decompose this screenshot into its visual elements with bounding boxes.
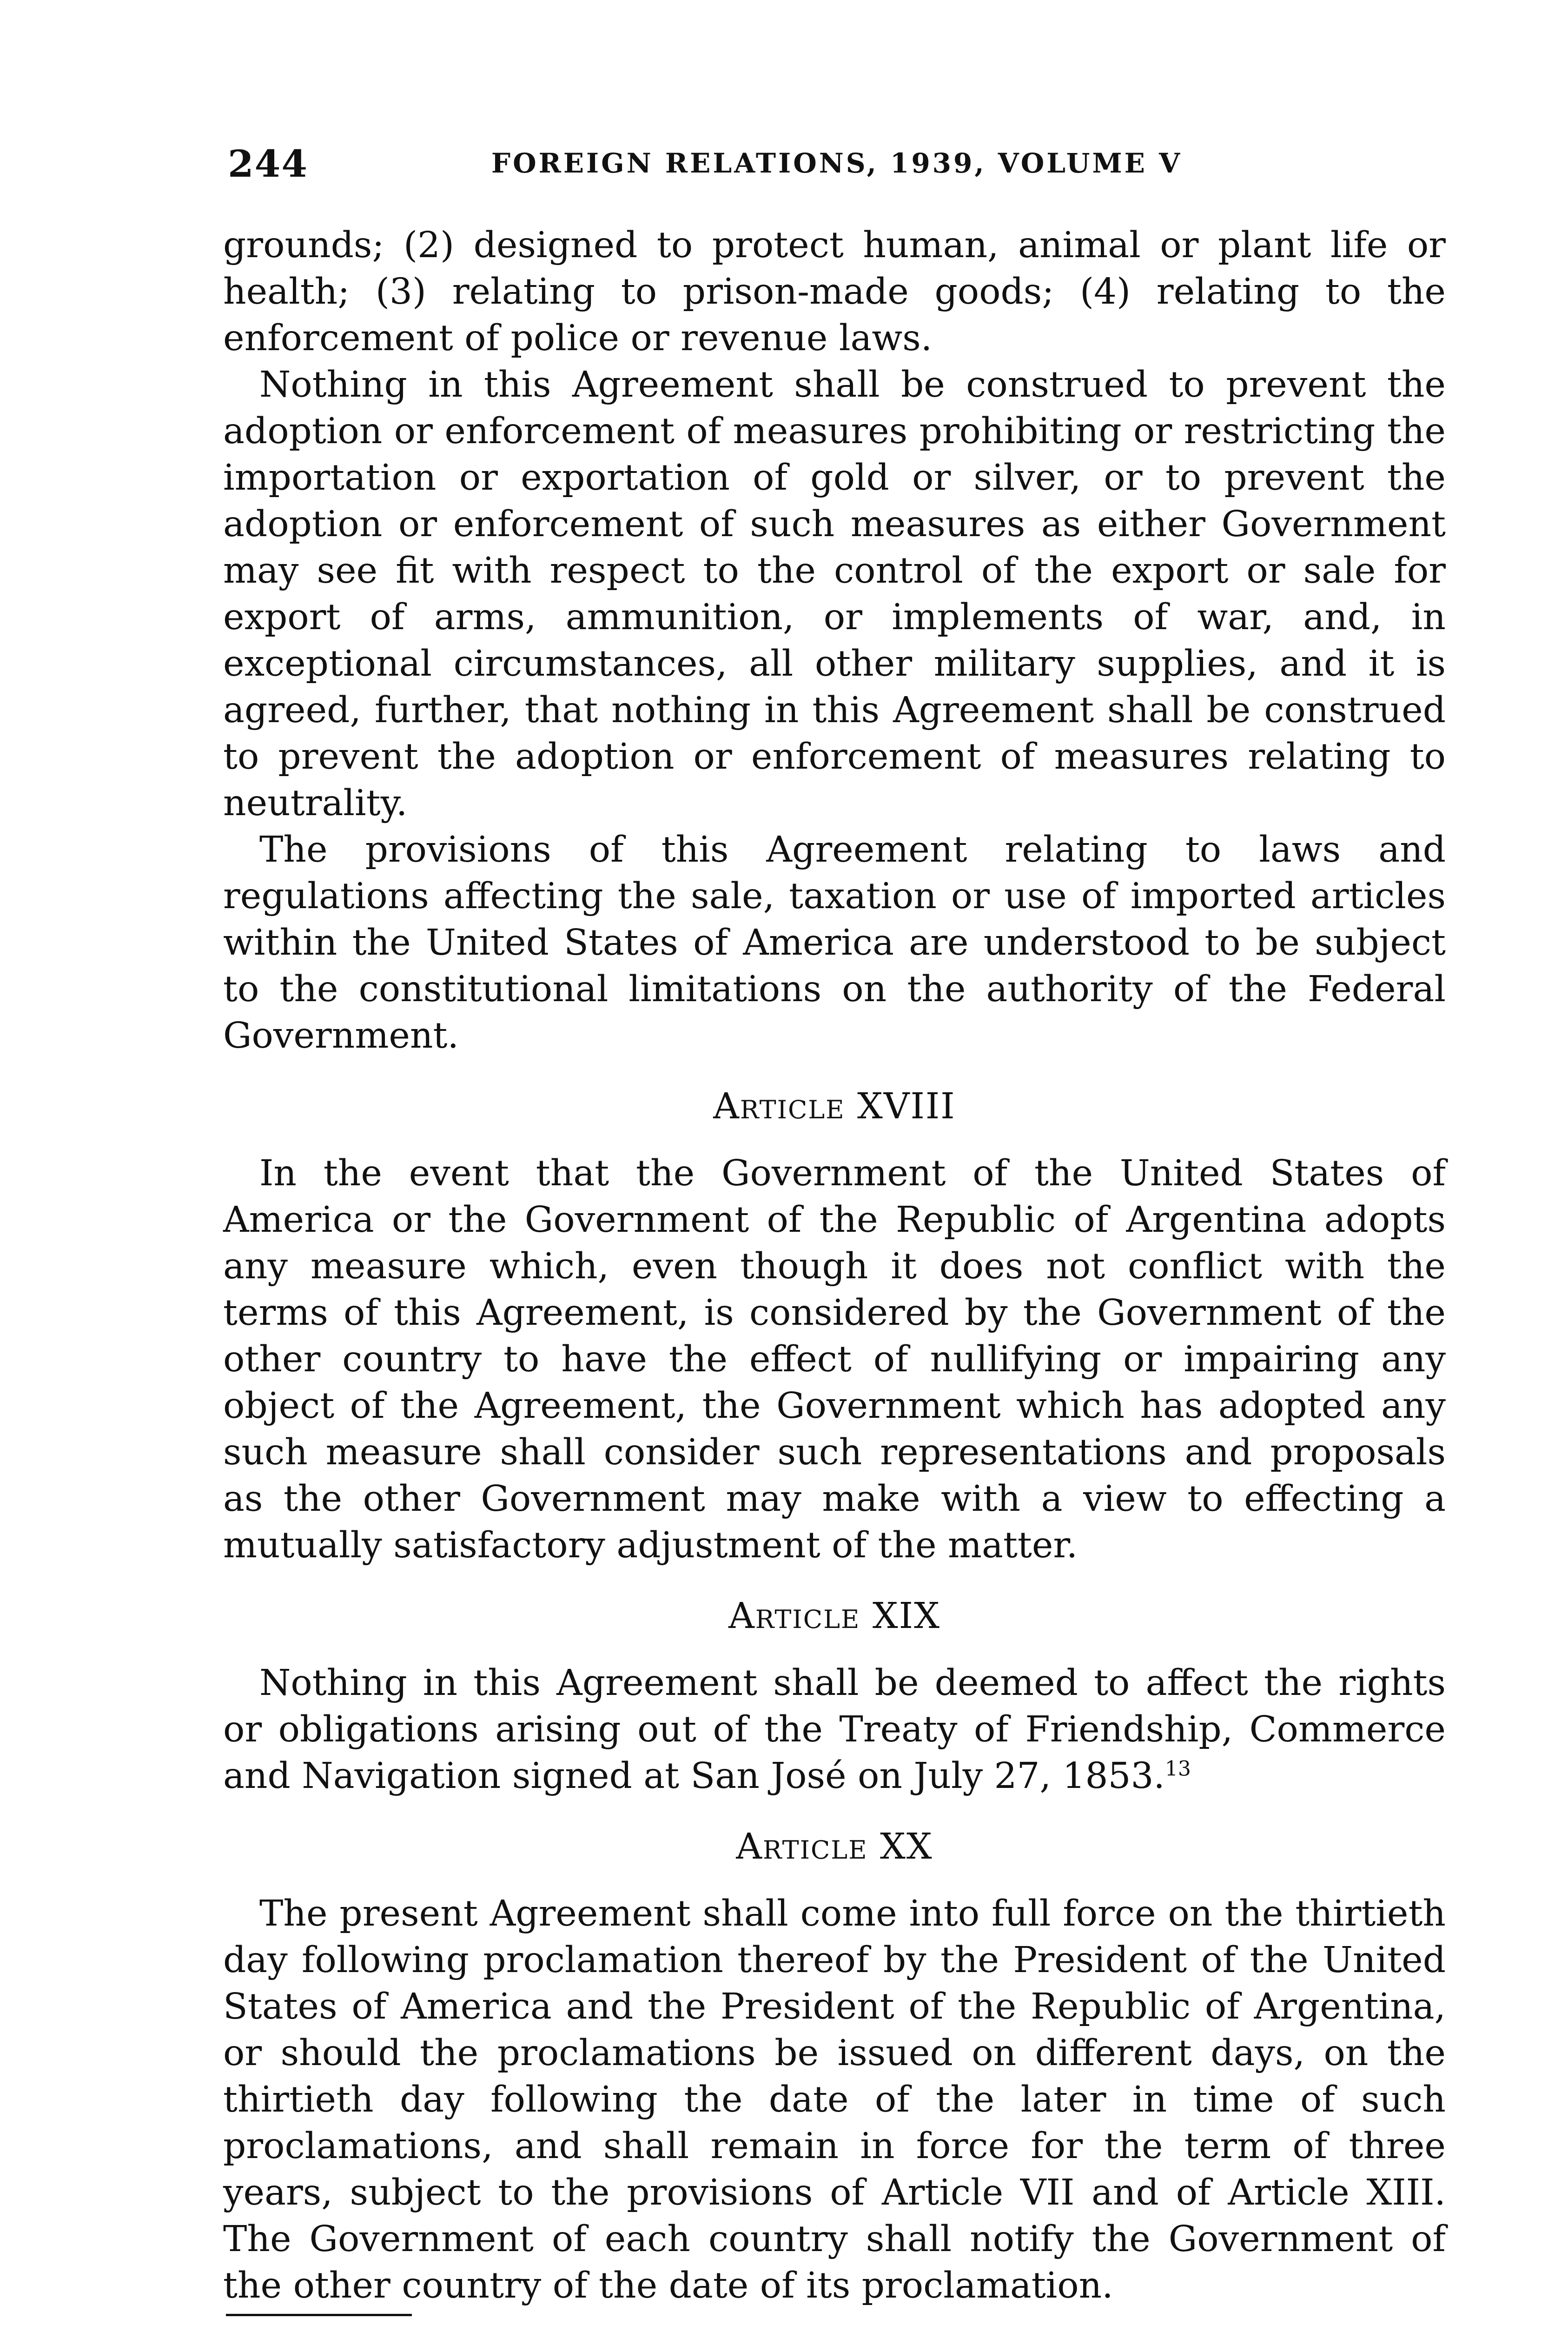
body-text	[223, 222, 1446, 2325]
page-header	[228, 142, 1446, 193]
footnote-divider	[226, 2314, 412, 2316]
article-xx-text: The present Agreement shall come into full force on the thirtieth day following proclamation thereof by the President of the United States of America and the President of the Republic of Argentina, or should the proclamations be issued on different days, on the thirtieth day following the date of the later in time of such proclamations, and shall remain in force for the term of three years, subject to the provisions of Article VII and of Article XIII. The Government of each country shall notify the Government of the other country of the date of its proclamation.	[223, 1893, 1446, 2306]
article-xviii-text: In the event that the Government of the United States of America or the Government of the Republic of Argentina adopts any measure which, even though it does not conflict with the terms of this Agreement, is considered by the Government of the other country to have the effect of nullifying or impairing any object of the Agreement, the Government which has adopted any such measure shall consider such representations and proposals as the other Government may make with a view to effecting a mutually satisfactory adjustment of the matter.	[223, 1153, 1446, 1566]
article-xix-paragraph	[223, 1660, 1446, 1800]
article-xx-heading: Article XX	[736, 1826, 933, 1867]
footnote-reference: 13	[1164, 1757, 1191, 1781]
paragraph-continuation: grounds; (2) designed to protect human, animal or plant life or health; (3) relating to prison-made goods; (4) relating to the enforcement of police or revenue laws.	[223, 225, 1446, 359]
article-xviii-heading: Article XVIII	[713, 1086, 956, 1127]
running-head: FOREIGN RELATIONS, 1939, VOLUME V	[491, 147, 1183, 179]
page-number: 244	[228, 142, 308, 186]
paragraph-gold-silver-exception: Nothing in this Agreement shall be construed to prevent the adoption or enforcement of measures prohibiting or restricting the importation or exportation of gold or silver, or to prevent the adoption or enforcement of such measures as either Government may see fit with respect to the control of the export or sale for export of arms, ammunition, or implements of war, and, in exceptional circumstances, all other military supplies, and it is agreed, further, that nothing in this Agreement shall be construed to prevent the adoption or enforcement of measures relating to neutrality.	[223, 364, 1446, 824]
paragraph-constitutional-limitations: The provisions of this Agreement relating to laws and regulations affecting the sale, taxation or use of imported articles within the United States of America are understood to be subject to the constitutional limitations on the authority of the Federal Government.	[223, 829, 1446, 1056]
article-xix-text: Nothing in this Agreement shall be deemed to affect the rights or obligations arising out of the Treaty of Friendship, Commerce and Navigation signed at San José on July 27, 1853.	[223, 1662, 1446, 1797]
article-xix-heading: Article XIX	[728, 1595, 940, 1637]
